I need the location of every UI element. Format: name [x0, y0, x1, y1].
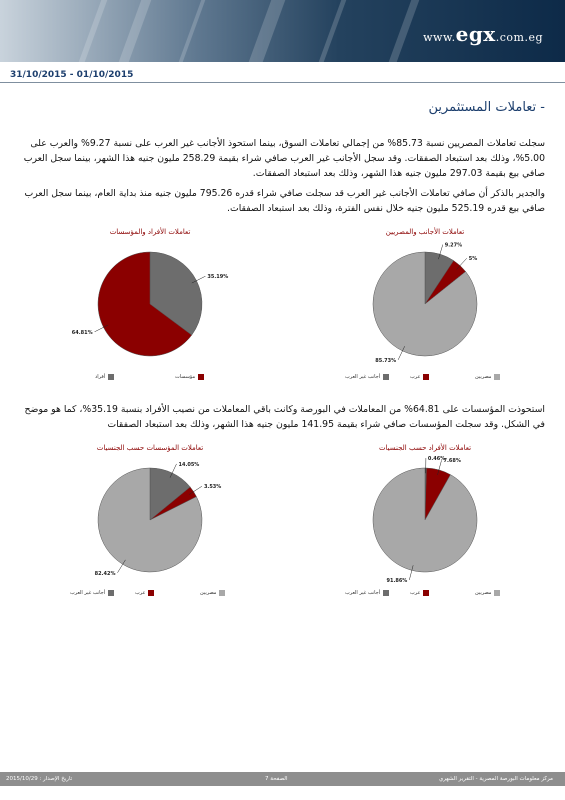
header-banner: [0, 0, 565, 62]
legend-label: أفراد: [95, 374, 106, 380]
page-number: الصفحة 7: [265, 776, 288, 782]
legend-item: [345, 374, 389, 380]
legend-label: عرب: [410, 374, 421, 380]
paragraph-1: سجلت تعاملات المصريين نسبة 85.73% من إجمالي تعاملات السوق، بينما استحوذ الأجانب غير العرب على نسبة 9.27% والعرب على 5.00%، وذلك بعد استبعاد الصفقات. وقد سجل الأجانب غير العرب صافي شراء بقيمة 258.29 مليون جنيه هذا الشهر، بينما سجل العرب صافي بيع بقيمة 297.03 مليون جنيه هذا الشهر، وذلك بعد استبعاد الصفقات.: [23, 138, 545, 179]
legend-item: [200, 590, 225, 596]
legend-item: [410, 590, 429, 596]
legend-label: مصريين: [200, 590, 217, 596]
legend-swatch: [383, 590, 389, 596]
divider: [0, 82, 565, 83]
legend-label: مصريين: [475, 590, 492, 596]
legend-item: [410, 374, 429, 380]
pie-svg: [55, 236, 245, 376]
legend-swatch: [383, 374, 389, 380]
legend-swatch: [198, 374, 204, 380]
pie-svg: [330, 452, 520, 592]
chart-legend: [330, 374, 520, 386]
legend-item: [135, 590, 154, 596]
pie-svg: [55, 452, 245, 592]
legend-swatch: [423, 374, 429, 380]
chart-title: تعاملات الأفراد والمؤسسات: [109, 228, 191, 236]
chart-institutions-by-nationality: [55, 444, 245, 604]
footer-bar: [0, 772, 565, 786]
date-range: 31/10/2015 - 01/10/2015: [10, 70, 134, 80]
slice-label: 91.86%: [386, 577, 408, 584]
legend-item: [70, 590, 114, 596]
legend-label: مصريين: [475, 374, 492, 380]
issue-date: تاريخ الإصدار : 2015/10/29: [6, 776, 73, 782]
legend-label: أجانب غير العرب: [345, 590, 381, 596]
egx-logo[interactable]: www.egx.com.eg: [423, 22, 543, 46]
legend-label: عرب: [410, 590, 421, 596]
chart-title: تعاملات الأفراد حسب الجنسيات: [378, 444, 472, 452]
legend-swatch: [108, 374, 114, 380]
legend-swatch: [494, 590, 500, 596]
slice-label: 14.05%: [178, 461, 200, 468]
chart-legend: [55, 590, 245, 602]
chart-title: تعاملات الأجانب والمصريين: [385, 228, 465, 236]
pie-svg: [330, 236, 520, 376]
legend-item: [95, 374, 114, 380]
legend-swatch: [108, 590, 114, 596]
slice-label: 0.46%: [427, 456, 446, 463]
legend-item: [475, 374, 500, 380]
legend-label: أجانب غير العرب: [345, 374, 381, 380]
slice-label: 85.73%: [375, 357, 397, 364]
legend-label: مؤسسات: [175, 374, 196, 380]
legend-swatch: [494, 374, 500, 380]
legend-label: أجانب غير العرب: [70, 590, 106, 596]
chart-legend: [55, 374, 245, 386]
slice-label: 82.42%: [94, 570, 116, 577]
chart-title: تعاملات المؤسسات حسب الجنسيات: [96, 444, 204, 452]
legend-label: عرب: [135, 590, 146, 596]
footer-title: مركز معلومات البورصة المصرية - التقرير الشهري: [438, 776, 553, 782]
legend-item: [175, 374, 204, 380]
chart-individuals-institutions: [55, 228, 245, 388]
legend-item: [475, 590, 500, 596]
slice-label: 35.19%: [207, 274, 229, 281]
legend-swatch: [219, 590, 225, 596]
slice-label: 5%: [468, 256, 478, 263]
section-title: - تعاملات المستثمرين: [428, 100, 545, 115]
chart-individuals-by-nationality: [330, 444, 520, 604]
chart-foreigners-egyptians: [330, 228, 520, 388]
slice-label: 64.81%: [71, 329, 93, 336]
legend-swatch: [423, 590, 429, 596]
legend-item: [345, 590, 389, 596]
pie-slice: [373, 468, 477, 572]
slice-label: 3.53%: [203, 484, 222, 491]
slice-label: 9.27%: [444, 242, 463, 249]
paragraph-2: والجدير بالذكر أن صافي تعاملات الأجانب غير العرب قد سجلت صافي شراء قدره 795.26 مليون جنيه منذ بداية العام، بينما سجل العرب صافي بيع قدره 525.19 مليون جنيه خلال نفس الفترة، وذلك بعد استبعاد الصفقات.: [24, 188, 545, 214]
slice-label: 7.68%: [443, 458, 461, 465]
paragraph-3: استحوذت المؤسسات على 64.81% من المعاملات في البورصة وكانت باقي المعاملات من نصيب الأفراد بنسبة 35.19%، كما هو موضح في الشكل. وقد سجلت المؤسسات صافي شراء بقيمة 141.95 مليون جنيه هذا الشهر، وذلك بعد استبعاد الصفقات: [24, 404, 545, 430]
legend-swatch: [148, 590, 154, 596]
chart-legend: [330, 590, 520, 602]
